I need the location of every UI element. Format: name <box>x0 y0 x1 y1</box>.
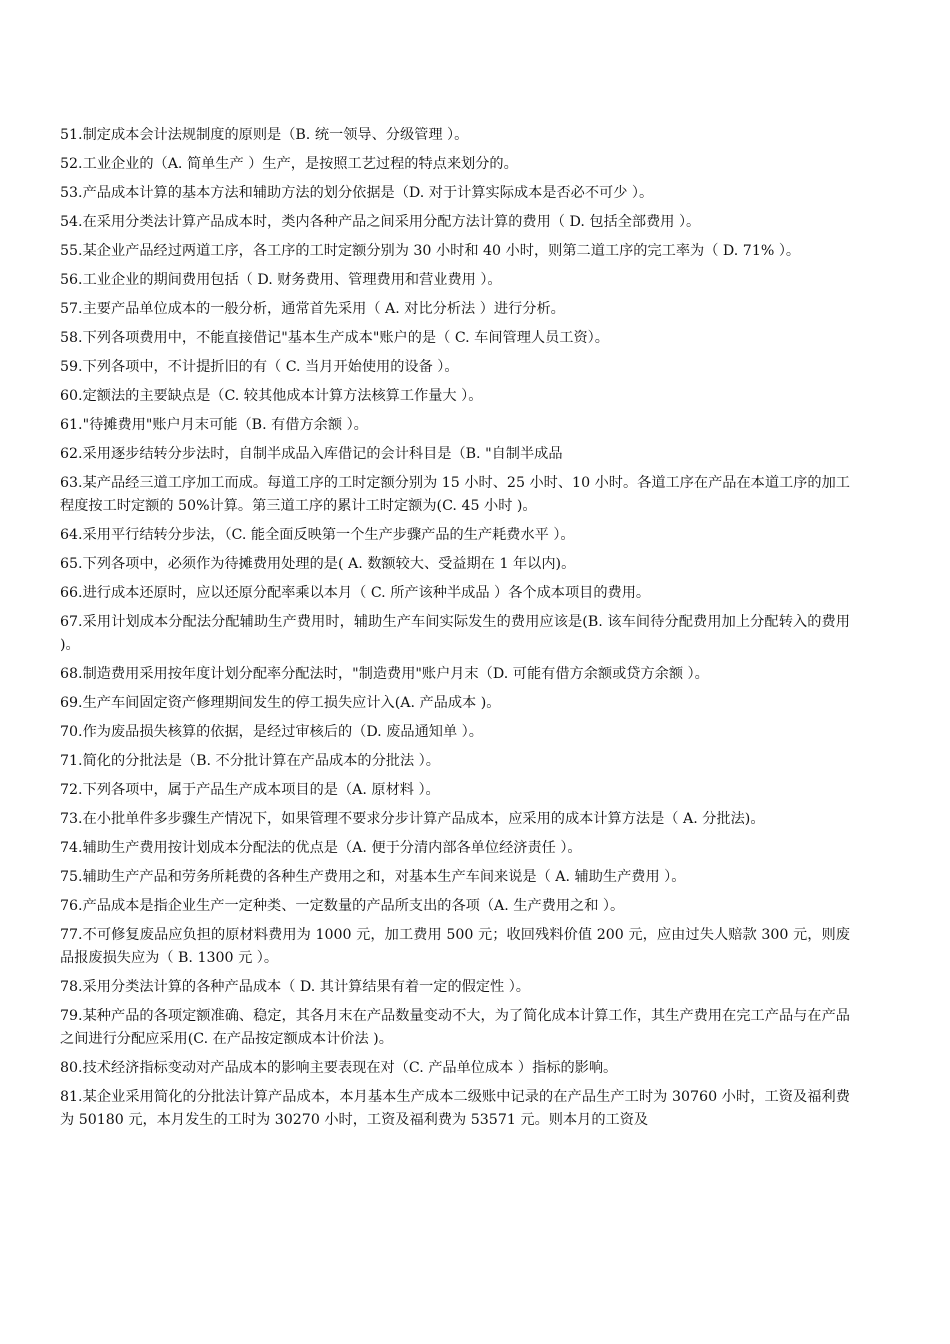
question-72: 72.下列各项中，属于产品生产成本项目的是（A. 原材料 ）。 <box>60 782 440 798</box>
question-76: 76.产品成本是指企业生产一定种类、一定数量的产品所支出的各项（A. 生产费用之和 ）。 <box>60 898 625 914</box>
question-52: 52.工业企业的（A. 简单生产 ）生产，是按照工艺过程的特点来划分的。 <box>60 156 518 172</box>
question-63: 63.某产品经三道工序加工而成。每道工序的工时定额分别为 15 小时、25 小时、10 小时。各道工序在产品在本道工序的加工程度按工时定额的 50%计算。第三道工序的累计工时定额为(C. 45 小时 )。 <box>60 475 850 514</box>
question-80: 80.技术经济指标变动对产品成本的影响主要表现在对（C. 产品单位成本 ）指标的影响。 <box>60 1060 618 1076</box>
question-69: 69.生产车间固定资产修理期间发生的停工损失应计入(A. 产品成本 )。 <box>60 695 501 711</box>
question-60: 60.定额法的主要缺点是（C. 较其他成本计算方法核算工作量大 ）。 <box>60 388 483 404</box>
question-73: 73.在小批单件多步骤生产情况下，如果管理不要求分步计算产品成本，应采用的成本计算方法是（ A. 分批法)。 <box>60 811 765 827</box>
question-66: 66.进行成本还原时，应以还原分配率乘以本月（ C. 所产该种半成品 ）各个成本项目的费用。 <box>60 585 651 601</box>
question-77: 77.不可修复废品应负担的原材料费用为 1000 元，加工费用 500 元；收回残料价值 200 元，应由过失人赔款 300 元，则废品报废损失应为（ B. 1300 元 ）。 <box>60 927 850 966</box>
question-53: 53.产品成本计算的基本方法和辅助方法的划分依据是（D. 对于计算实际成本是否必不可少 ）。 <box>60 185 654 201</box>
question-65: 65.下列各项中，必须作为待摊费用处理的是( A. 数额较大、受益期在 1 年以内)。 <box>60 556 576 572</box>
question-64: 64.采用平行结转分步法，（C. 能全面反映第一个生产步骤产品的生产耗费水平 ）。 <box>60 527 575 543</box>
question-59: 59.下列各项中，不计提折旧的有（ C. 当月开始使用的设备 ）。 <box>60 359 459 375</box>
question-78: 78.采用分类法计算的各种产品成本（ D. 其计算结果有着一定的假定性 ）。 <box>60 979 530 995</box>
question-75: 75.辅助生产产品和劳务所耗费的各种生产费用之和，对基本生产车间来说是（ A. 辅助生产费用 ）。 <box>60 869 686 885</box>
document-page <box>60 124 850 1138</box>
question-71: 71.简化的分批法是（B. 不分批计算在产品成本的分批法 ）。 <box>60 753 440 769</box>
question-54: 54.在采用分类法计算产品成本时，类内各种产品之间采用分配方法计算的费用（ D. 包括全部费用 ）。 <box>60 214 701 230</box>
question-56: 56.工业企业的期间费用包括（ D. 财务费用、管理费用和营业费用 ）。 <box>60 272 502 288</box>
question-61: 61."待摊费用"账户月末可能（B. 有借方余额 ）。 <box>60 417 368 433</box>
question-74: 74.辅助生产费用按计划成本分配法的优点是（A. 便于分清内部各单位经济责任 ）。 <box>60 840 582 856</box>
question-67: 67.采用计划成本分配法分配辅助生产费用时，辅助生产车间实际发生的费用应该是(B. 该车间待分配费用加上分配转入的费用 )。 <box>60 614 850 653</box>
question-70: 70.作为废品损失核算的依据，是经过审核后的（D. 废品通知单 ）。 <box>60 724 483 740</box>
question-62: 62.采用逐步结转分步法时，自制半成品入库借记的会计科目是（B. "自制半成品 <box>60 446 563 462</box>
question-68: 68.制造费用采用按年度计划分配率分配法时，"制造费用"账户月末（D. 可能有借方余额或贷方余额 ）。 <box>60 666 709 682</box>
question-57: 57.主要产品单位成本的一般分析，通常首先采用（ A. 对比分析法 ）进行分析。 <box>60 301 565 317</box>
question-81: 81.某企业采用简化的分批法计算产品成本，本月基本生产成本二级账中记录的在产品生产工时为 30760 小时，工资及福利费为 50180 元，本月发生的工时为 30270 小时，工资及福利费为 53571 元。则本月的工资及 <box>60 1089 850 1128</box>
question-79: 79.某种产品的各项定额准确、稳定，其各月末在产品数量变动不大，为了简化成本计算工作，其生产费用在完工产品与在产品之间进行分配应采用(C. 在产品按定额成本计价法 )。 <box>60 1008 850 1047</box>
question-55: 55.某企业产品经过两道工序，各工序的工时定额分别为 30 小时和 40 小时，则第二道工序的完工率为（ D. 71% ）。 <box>60 243 801 259</box>
question-51: 51.制定成本会计法规制度的原则是（B. 统一领导、分级管理 ）。 <box>60 127 469 143</box>
question-58: 58.下列各项费用中，不能直接借记"基本生产成本"账户的是（ C. 车间管理人员工资）。 <box>60 330 609 346</box>
